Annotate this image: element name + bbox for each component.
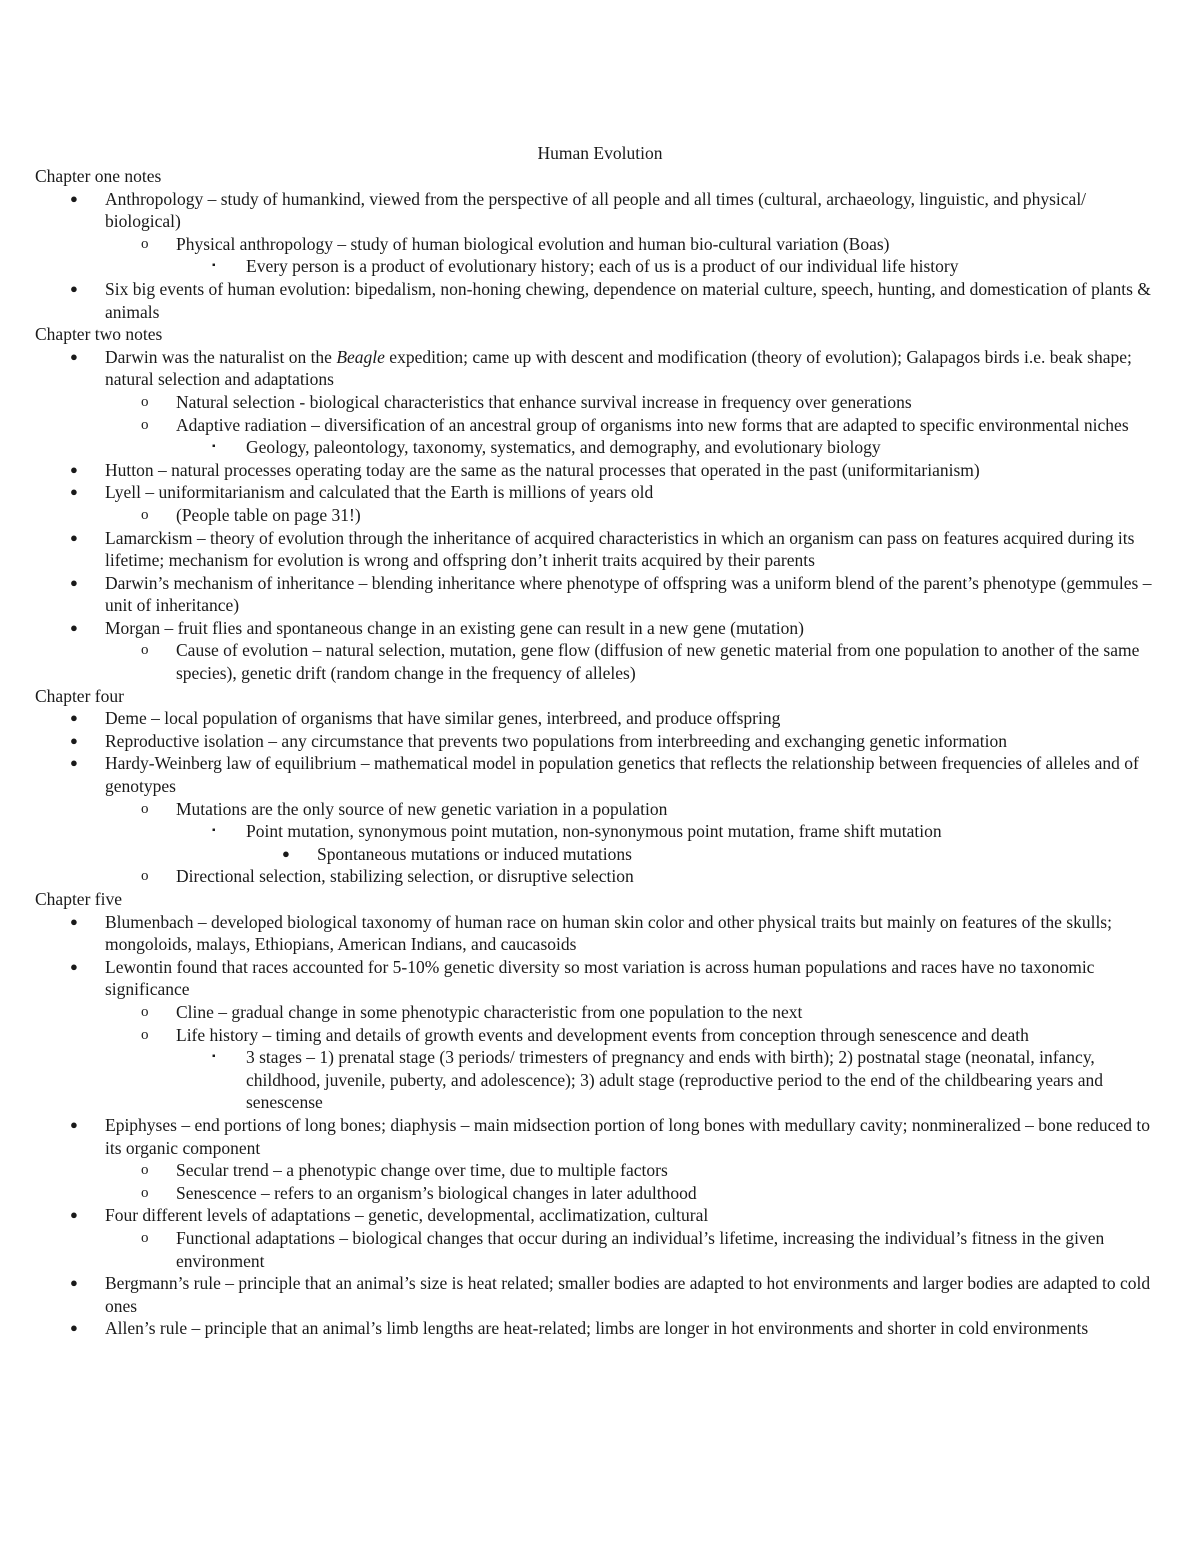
- list-item: [35, 617, 1163, 640]
- circle-icon: o: [141, 800, 149, 817]
- bullet-icon: ●: [70, 1320, 78, 1336]
- list-item: [35, 255, 1163, 278]
- list-item: [35, 820, 1163, 843]
- circle-icon: o: [141, 1184, 149, 1201]
- item-text: Functional adaptations – biological changes that occur during an individual’s lifetime, increasing the individual’s fitness in the given environment: [176, 1227, 1105, 1271]
- square-icon: ▪: [212, 1051, 216, 1063]
- item-text: Bergmann’s rule – principle that an animal’s size is heat related; smaller bodies are adapted to hot environments and larger bodies are adapted to cold ones: [105, 1273, 1151, 1316]
- list-item: [35, 233, 1163, 256]
- item-text: Life history – timing and details of growth events and development events from conception through senescence and death: [176, 1024, 1029, 1045]
- bullet-icon: ●: [70, 280, 78, 296]
- bullet-icon: ●: [70, 1275, 78, 1291]
- item-text: Four different levels of adaptations – genetic, developmental, acclimatization, cultural: [105, 1205, 709, 1226]
- circle-icon: o: [141, 393, 149, 410]
- list-item: [35, 572, 1163, 617]
- item-text: Senescence – refers to an organism’s biological changes in later adulthood: [176, 1182, 697, 1203]
- item-text: Spontaneous mutations or induced mutations: [317, 843, 632, 864]
- circle-icon: o: [141, 1229, 149, 1246]
- item-text: Blumenbach – developed biological taxonomy of human race on human skin color and other physical traits but mainly on features of the skulls; mongoloids, malays, Ethiopians, American Indians, and caucasoids: [105, 911, 1112, 955]
- list-item: [35, 1317, 1163, 1340]
- list-item: [35, 346, 1163, 391]
- circle-icon: o: [141, 868, 149, 885]
- list-item: [35, 798, 1163, 821]
- section-heading: Chapter one notes: [35, 166, 162, 186]
- list-item: [35, 414, 1163, 437]
- list-item: [35, 436, 1163, 459]
- bullet-icon: ●: [70, 574, 78, 590]
- item-text: Hardy-Weinberg law of equilibrium – mathematical model in population genetics that reflects the relationship between frequencies of alleles and of genotypes: [105, 753, 1139, 797]
- list-item: [35, 459, 1163, 482]
- list-item: [35, 1204, 1163, 1227]
- item-text: Every person is a product of evolutionary history; each of us is a product of our individual life history: [246, 256, 959, 277]
- list-item: [35, 1272, 1163, 1317]
- item-text: Darwin’s mechanism of inheritance – blending inheritance where phenotype of offspring was a uniform blend of the parent’s phenotype (gemmules – unit of inheritance): [105, 572, 1152, 616]
- list-item: [35, 843, 1163, 866]
- list-item: [35, 865, 1163, 888]
- bullet-icon: ●: [70, 710, 78, 726]
- item-text: Mutations are the only source of new genetic variation in a population: [176, 798, 668, 819]
- bullet-icon: ●: [70, 348, 78, 364]
- section-heading: Chapter two notes: [35, 324, 163, 345]
- bullet-icon: ●: [70, 755, 78, 771]
- bullet-icon: ●: [70, 1116, 78, 1132]
- list-item: [35, 752, 1163, 797]
- square-icon: ▪: [212, 825, 216, 837]
- item-text: Cline – gradual change in some phenotypic characteristic from one population to the next: [176, 1001, 803, 1022]
- list-item: [35, 504, 1163, 527]
- list-item: [35, 730, 1163, 753]
- list-item: [35, 188, 1163, 233]
- document-title: Human Evolution: [537, 143, 663, 163]
- item-text: Cause of evolution – natural selection, mutation, gene flow (diffusion of new genetic material from one population to another of the same species), genetic drift (random change in the frequency of alleles): [176, 640, 1140, 684]
- item-text: Point mutation, synonymous point mutation, non-synonymous point mutation, frame shift mutation: [246, 821, 942, 842]
- list-item: [35, 1182, 1163, 1205]
- list-item: [35, 278, 1163, 323]
- list-item: [35, 639, 1163, 684]
- item-text: Reproductive isolation – any circumstance that prevents two populations from interbreeding and exchanging genetic information: [105, 730, 1007, 751]
- circle-icon: o: [141, 416, 149, 433]
- circle-icon: o: [141, 1026, 149, 1043]
- item-text: (People table on page 31!): [176, 504, 361, 525]
- bullet-icon: ●: [70, 190, 78, 206]
- list-item: [35, 481, 1163, 504]
- bullet-icon: ●: [70, 619, 78, 635]
- bullet-icon: ●: [70, 958, 78, 974]
- square-icon: ▪: [212, 260, 216, 272]
- circle-icon: o: [141, 642, 149, 659]
- item-text: Hutton – natural processes operating today are the same as the natural processes that operated in the past (uniformitarianism): [105, 459, 980, 480]
- section-heading: Chapter four: [35, 685, 124, 706]
- list-item: [35, 391, 1163, 414]
- bullet-icon: ●: [70, 461, 78, 477]
- circle-icon: o: [141, 235, 149, 252]
- list-item: [35, 1227, 1163, 1272]
- circle-icon: o: [141, 1003, 149, 1020]
- item-text: Deme – local population of organisms that have similar genes, interbreed, and produce offspring: [105, 708, 781, 729]
- list-item: [35, 527, 1163, 572]
- square-icon: ▪: [212, 441, 216, 453]
- list-item: [35, 1114, 1163, 1159]
- list-item: [35, 1046, 1163, 1114]
- item-text: Lamarckism – theory of evolution through the inheritance of acquired characteristics in which an organism can pass on features acquired during its lifetime; mechanism for evolution is wrong and offspring don’t inherit traits acquired by their parents: [105, 527, 1135, 571]
- item-text: 3 stages – 1) prenatal stage (3 periods/ trimesters of pregnancy and ends with birth); 2) postnatal stage (neonatal, infancy, childhood, juvenile, puberty, and adolescence); 3) adult stage (reproductive period to the end of the childbearing years and senescense: [246, 1047, 1104, 1113]
- bullet-icon: ●: [70, 913, 78, 929]
- item-text: Adaptive radiation – diversification of an ancestral group of organisms into new forms that are adapted to specific environmental niches: [176, 414, 1129, 435]
- item-text: Natural selection - biological characteristics that enhance survival increase in frequency over generations: [176, 391, 912, 412]
- list-item: [35, 911, 1163, 956]
- item-text: Epiphyses – end portions of long bones; diaphysis – main midsection portion of long bones with medullary cavity; nonmineralized – bone reduced to its organic component: [105, 1114, 1150, 1158]
- bullet-icon: ●: [70, 1207, 78, 1223]
- item-text: Secular trend – a phenotypic change over time, due to multiple factors: [176, 1160, 668, 1181]
- item-text: Directional selection, stabilizing selection, or disruptive selection: [176, 866, 634, 887]
- item-text: Six big events of human evolution: bipedalism, non-honing chewing, dependence on material culture, speech, hunting, and domestication of plants & animals: [105, 278, 1151, 322]
- document-body: [35, 165, 1163, 1340]
- item-text: expedition; came up with descent and modification (theory of evolution); Galapagos birds i.e. beak shape; natural selection and adaptations: [105, 346, 1132, 390]
- bullet-icon: ●: [70, 732, 78, 748]
- list-item: [35, 1001, 1163, 1024]
- list-item: [35, 1159, 1163, 1182]
- list-item: [35, 956, 1163, 1001]
- bullet-icon: ●: [70, 529, 78, 545]
- item-text: Lyell – uniformitarianism and calculated that the Earth is millions of years old: [105, 482, 654, 503]
- item-text: Lewontin found that races accounted for 5-10% genetic diversity so most variation is across human populations and races have no taxonomic significance: [105, 956, 1095, 1000]
- item-text: Geology, paleontology, taxonomy, systematics, and demography, and evolutionary biology: [246, 437, 881, 458]
- item-italic-text: Beagle: [336, 346, 385, 367]
- bullet-icon: ●: [70, 484, 78, 500]
- circle-icon: o: [141, 506, 149, 523]
- circle-icon: o: [141, 1162, 149, 1179]
- bullet-icon: ●: [282, 845, 290, 861]
- item-text: Allen’s rule – principle that an animal’s limb lengths are heat-related; limbs are longer in hot environments and shorter in cold environments: [105, 1318, 1089, 1339]
- item-text: Anthropology – study of humankind, viewed from the perspective of all people and all times (cultural, archaeology, linguistic, and physical/ biological): [105, 188, 1087, 232]
- item-text: Physical anthropology – study of human biological evolution and human bio-cultural variation (Boas): [176, 233, 890, 254]
- section-heading: Chapter five: [35, 889, 122, 909]
- list-item: [35, 1024, 1163, 1047]
- item-text-before: Darwin was the naturalist on the: [105, 346, 337, 367]
- item-text: Morgan – fruit flies and spontaneous change in an existing gene can result in a new gene (mutation): [105, 617, 804, 638]
- list-item: [35, 707, 1163, 730]
